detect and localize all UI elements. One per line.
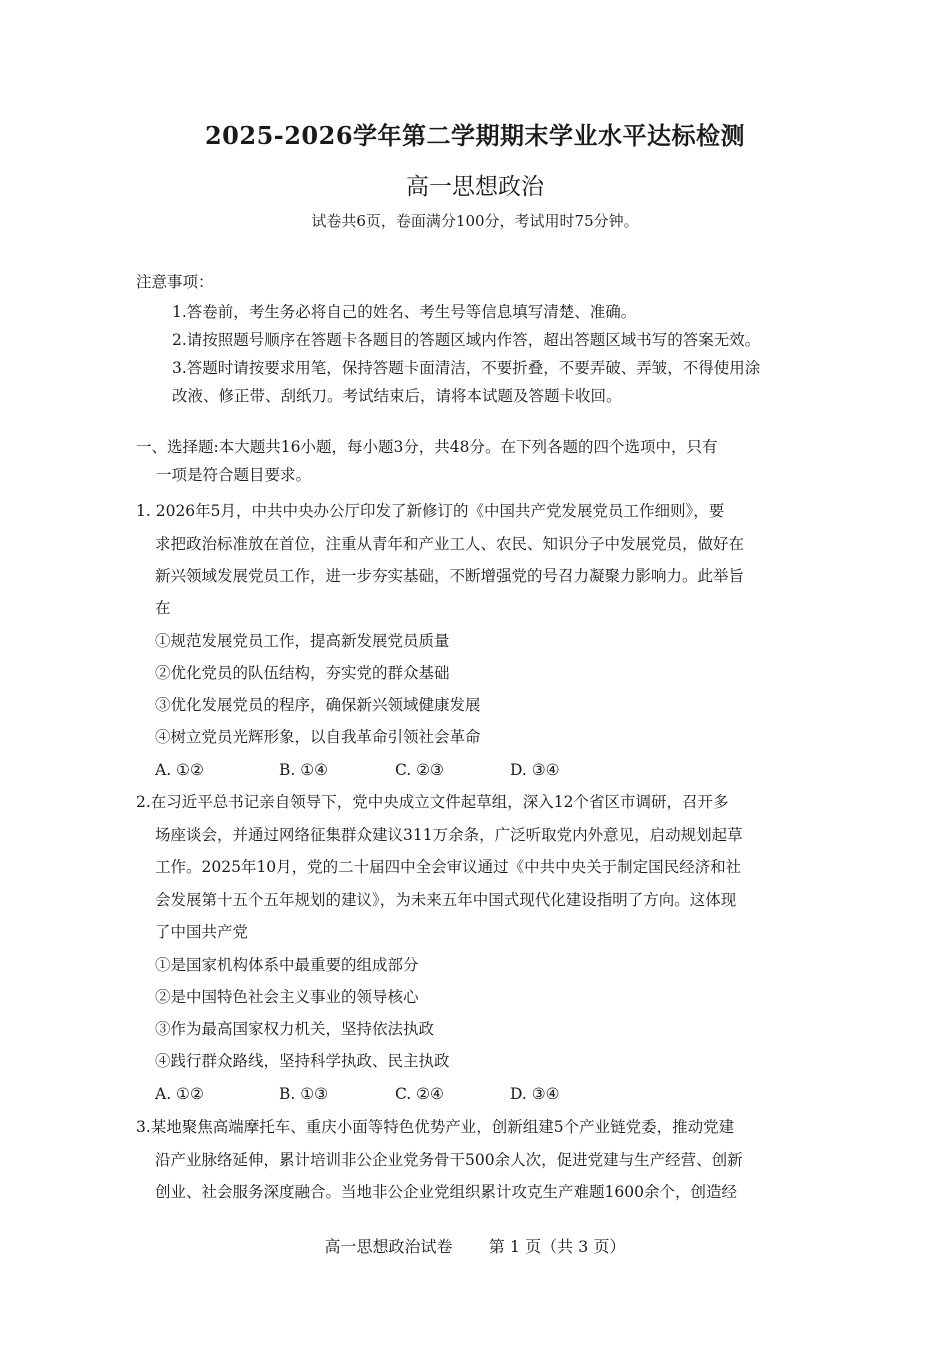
question-2-stem: 场座谈会，并通过网络征集群众建议311万余条，广泛听取党内外意见，启动规划起草 <box>155 826 743 844</box>
question-2-item: ②是中国特色社会主义事业的领导核心 <box>155 988 419 1006</box>
question-1-item: ①规范发展党员工作，提高新发展党员质量 <box>155 632 450 650</box>
page-footer <box>0 1234 950 1257</box>
question-1-stem: 新兴领域发展党员工作，进一步夯实基础，不断增强党的号召力凝聚力影响力。此举旨 <box>155 567 745 585</box>
exam-meta: 试卷共6页，卷面满分100分，考试用时75分钟。 <box>311 212 639 230</box>
exam-title: 2025-2026学年第二学期期末学业水平达标检测 <box>204 121 746 150</box>
option-d: D. ③④ <box>510 761 560 779</box>
option-c: C. ②④ <box>395 1085 444 1103</box>
option-b: B. ①④ <box>279 761 329 779</box>
section-heading-cont: 一项是符合题目要求。 <box>156 466 312 484</box>
option-a: A. ①② <box>155 1085 204 1103</box>
section-heading: 一、选择题:本大题共16小题，每小题3分，共48分。在下列各题的四个选项中，只有 <box>136 438 718 456</box>
question-1-stem: 1. 2026年5月，中共中央办公厅印发了新修订的《中国共产党发展党员工作细则》，要 <box>136 502 725 520</box>
footer-title: 高一思想政治试卷 <box>324 1237 453 1256</box>
question-1-stem: 在 <box>155 599 171 617</box>
note-item: 3.答题时请按要求用笔，保持答题卡面清洁，不要折叠，不要弄破、弄皱，不得使用涂 <box>172 359 761 377</box>
question-3-stem: 3.某地聚焦高端摩托车、重庆小面等特色优势产业，创新组建5个产业链党委，推动党建 <box>136 1118 735 1136</box>
question-2-options <box>155 1084 775 1106</box>
question-1-item: ④树立党员光辉形象，以自我革命引领社会革命 <box>155 728 481 746</box>
question-1-item: ②优化党员的队伍结构，夯实党的群众基础 <box>155 664 450 682</box>
question-2-stem: 2.在习近平总书记亲自领导下，党中央成立文件起草组，深入12个省区市调研，召开多 <box>136 793 729 811</box>
question-3-stem: 创业、社会服务深度融合。当地非公企业党组织累计攻克生产难题1600余个，创造经 <box>155 1183 737 1201</box>
exam-subject: 高一思想政治 <box>406 174 544 200</box>
question-2-item: ③作为最高国家权力机关，坚持依法执政 <box>155 1020 435 1038</box>
question-2-stem: 工作。2025年10月，党的二十届四中全会审议通过《中共中央关于制定国民经济和社 <box>155 858 742 876</box>
question-3-stem: 沿产业脉络延伸，累计培训非公企业党务骨干500余人次，促进党建与生产经营、创新 <box>155 1151 743 1169</box>
note-item: 2.请按照题号顺序在答题卡各题目的答题区域内作答，超出答题区域书写的答案无效。 <box>172 331 761 349</box>
note-item: 1.答卷前，考生务必将自己的姓名、考生号等信息填写清楚、准确。 <box>172 303 637 321</box>
question-2-stem: 会发展第十五个五年规划的建议》，为未来五年中国式现代化建设指明了方向。这体现 <box>155 891 737 909</box>
question-1-stem: 求把政治标准放在首位，注重从青年和产业工人、农民、知识分子中发展党员，做好在 <box>155 535 745 553</box>
question-1-options <box>155 760 775 782</box>
question-2-stem: 了中国共产党 <box>155 923 249 941</box>
notes-heading: 注意事项： <box>136 273 214 291</box>
footer-page-number: 第 1 页（共 3 页） <box>488 1237 626 1256</box>
question-2-item: ①是国家机构体系中最重要的组成部分 <box>155 956 419 974</box>
option-c: C. ②③ <box>395 761 444 779</box>
note-item: 改液、修正带、刮纸刀。考试结束后，请将本试题及答题卡收回。 <box>172 387 622 405</box>
question-1-item: ③优化发展党员的程序，确保新兴领域健康发展 <box>155 696 481 714</box>
question-2-item: ④践行群众路线，坚持科学执政、民主执政 <box>155 1052 450 1070</box>
option-d: D. ③④ <box>510 1085 560 1103</box>
option-a: A. ①② <box>155 761 204 779</box>
option-b: B. ①③ <box>279 1085 329 1103</box>
